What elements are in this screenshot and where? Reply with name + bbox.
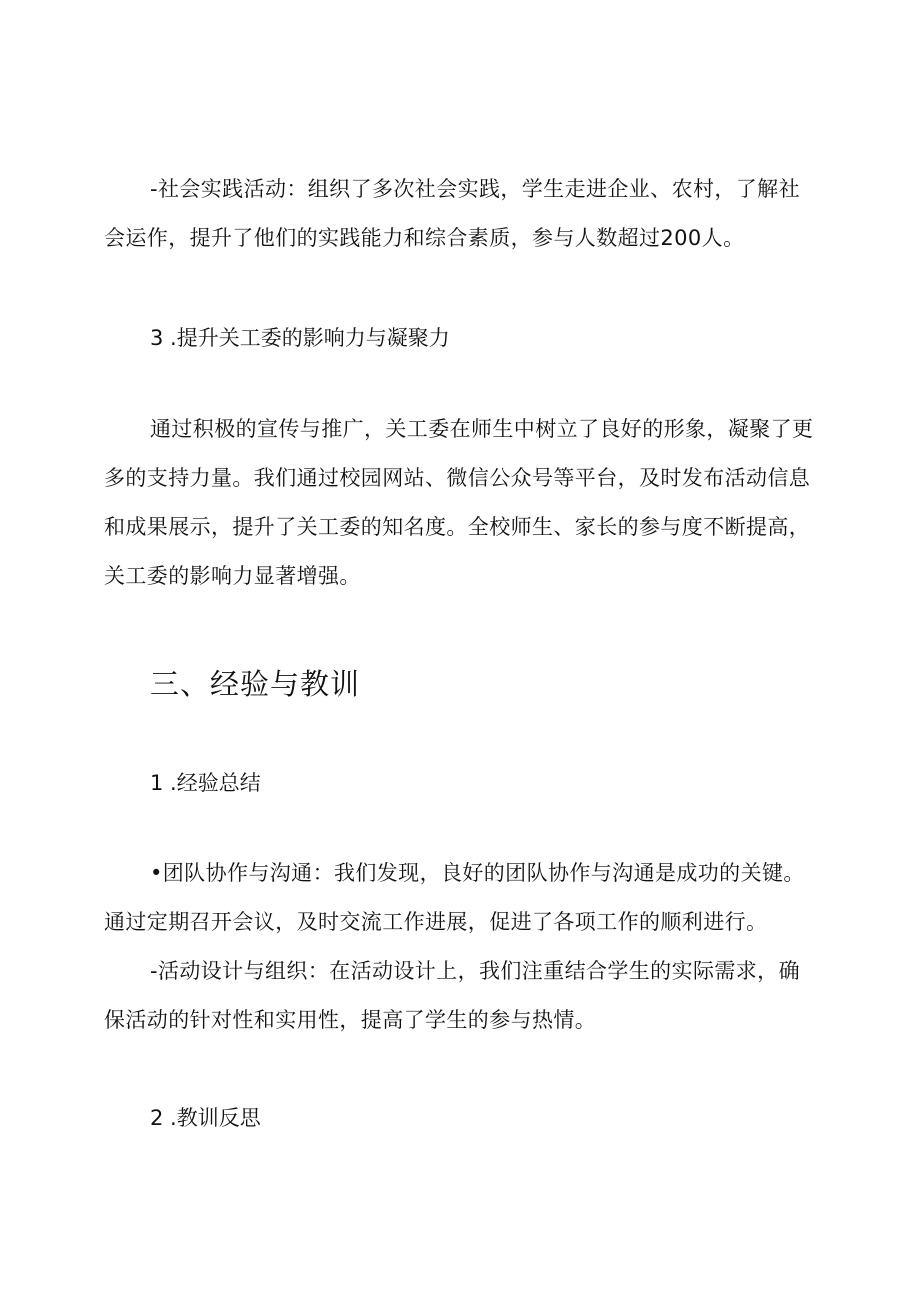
paragraph-influence: 通过积极的宣传与推广，关工委在师生中树立了良好的形象，凝聚了更多的支持力量。我们通过校园网站、微信公众号等平台，及时发布活动信息和成果展示，提升了关工委的知名度。全校师生、家长的参与度不断提高，关工委的影响力显著增强。 — [104, 417, 814, 588]
section-title: 三、经验与教训 — [150, 667, 361, 701]
subheading-influence: 3 .提升关工委的影响力与凝聚力 — [150, 326, 450, 350]
subheading-experience-summary: 1 .经验总结 — [150, 771, 261, 795]
paragraph-activity-design: -活动设计与组织：在活动设计上，我们注重结合学生的实际需求，确保活动的针对性和实用性，提高了学生的参与热情。 — [104, 959, 800, 1032]
paragraph-social-practice: -社会实践活动：组织了多次社会实践，学生走进企业、农村，了解社会运作，提升了他们的实践能力和综合素质，参与人数超过200人。 — [104, 177, 800, 250]
subheading-lessons: 2 .教训反思 — [150, 1106, 261, 1130]
paragraph-teamwork: •团队协作与沟通：我们发现，良好的团队协作与沟通是成功的关键。通过定期召开会议，及时交流工作进展，促进了各项工作的顺利进行。 — [104, 861, 805, 934]
